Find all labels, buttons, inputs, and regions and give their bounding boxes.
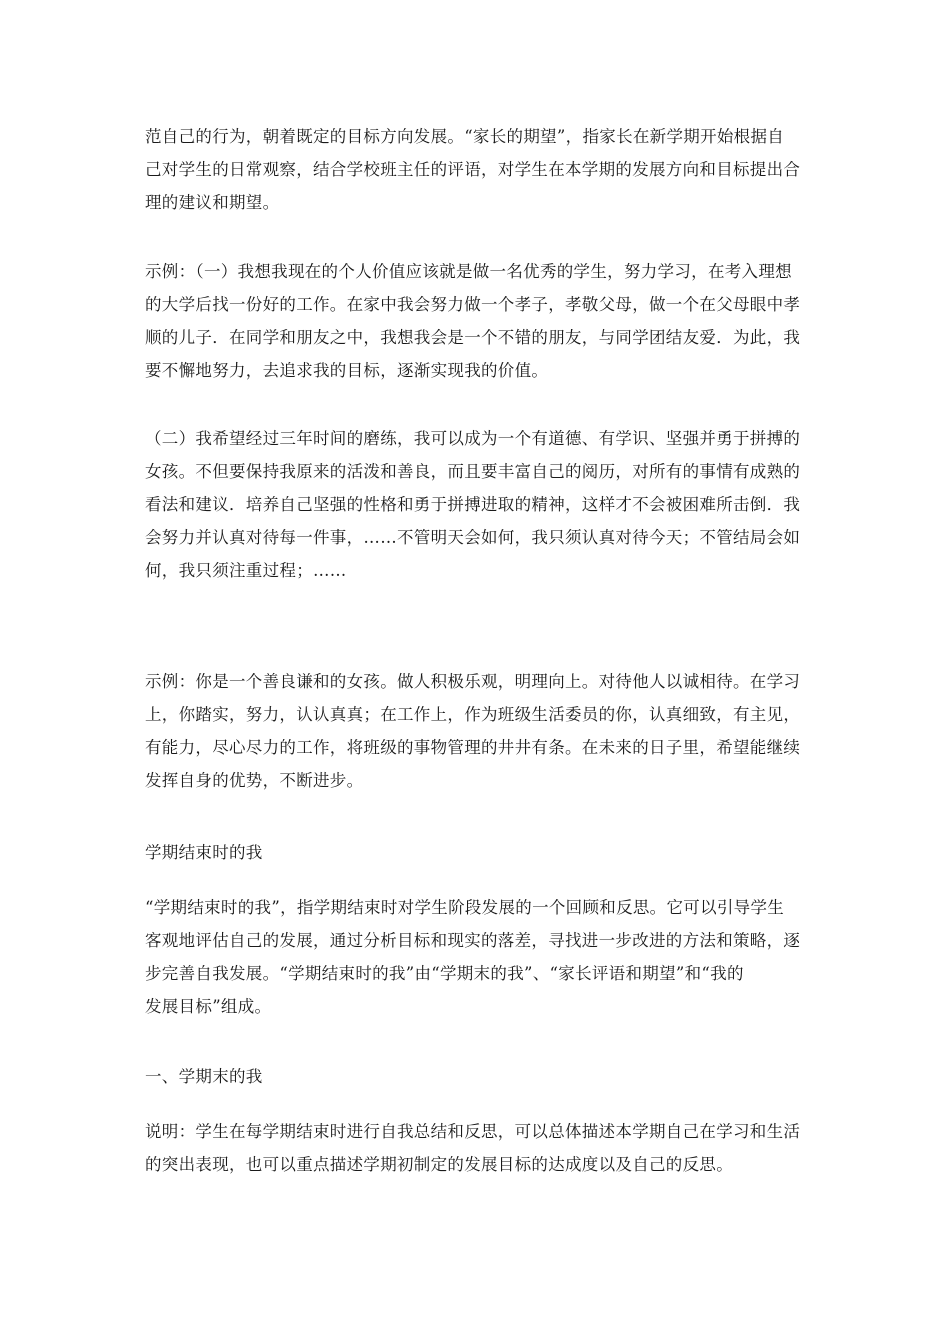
text-line: 要不懈地努力，去追求我的目标，逐渐实现我的价值。 [145, 361, 549, 380]
text-line: 顺的儿子．在同学和朋友之中，我想我会是一个不错的朋友，与同学团结友爱．为此，我 [145, 328, 801, 347]
text-line: （二）我希望经过三年时间的磨练，我可以成为一个有道德、有学识、坚强并勇于拼搏的 [145, 429, 801, 448]
text-line: 一、学期末的我 [145, 1067, 263, 1086]
text-line: 会努力并认真对待每一件事，……不管明天会如何，我只须认真对待今天；不管结局会如 [145, 528, 801, 547]
text-line: 何，我只须注重过程；…… [145, 561, 347, 580]
text-line: 步完善自我发展。“学期结束时的我”由“学期末的我”、“家长评语和期望”和“我的 [145, 964, 744, 983]
text-line: 己对学生的日常观察，结合学校班主任的评语，对学生在本学期的发展方向和目标提出合 [145, 160, 801, 179]
text-line: 范自己的行为，朝着既定的目标方向发展。“家长的期望”，指家长在新学期开始根据自 [145, 127, 785, 146]
text-line: “学期结束时的我”，指学期结束时对学生阶段发展的一个回顾和反思。它可以引导学生 [145, 898, 785, 917]
paragraph-instructions [145, 1115, 805, 1181]
text-line: 客观地评估自己的发展，通过分析目标和现实的落差，寻找进一步改进的方法和策略，逐 [145, 931, 801, 950]
text-line: 示例：你是一个善良谦和的女孩。做人积极乐观，明理向上。对待他人以诚相待。在学习 [145, 672, 801, 691]
paragraph-teacher-comment-example [145, 665, 805, 797]
subheading-term-end-self [145, 1060, 805, 1093]
text-line: 说明：学生在每学期结束时进行自我总结和反思，可以总体描述本学期自己在学习和生活 [145, 1122, 801, 1141]
text-line: 的大学后找一份好的工作。在家中我会努力做一个孝子，孝敬父母，做一个在父母眼中孝 [145, 295, 801, 314]
text-line: 理的建议和期望。 [145, 193, 280, 212]
text-line: 的突出表现，也可以重点描述学期初制定的发展目标的达成度以及自己的反思。 [145, 1155, 733, 1174]
paragraph-example-two [145, 422, 805, 587]
text-line: 女孩。不但要保持我原来的活泼和善良，而且要丰富自己的阅历，对所有的事情有成熟的 [145, 462, 801, 481]
paragraph-example-one [145, 255, 805, 387]
text-line: 上，你踏实，努力，认认真真；在工作上，作为班级生活委员的你，认真细致，有主见， [145, 705, 801, 724]
paragraph-end-of-term-description [145, 891, 805, 1023]
text-line: 有能力，尽心尽力的工作，将班级的事物管理的井井有条。在未来的日子里，希望能继续 [145, 738, 801, 757]
text-line: 学期结束时的我 [145, 843, 263, 862]
text-line: 发展目标”组成。 [145, 997, 272, 1016]
paragraph-parent-expectations [145, 120, 805, 219]
section-heading-end-of-term [145, 836, 805, 869]
text-line: 看法和建议．培养自己坚强的性格和勇于拼搏进取的精神，这样才不会被困难所击倒．我 [145, 495, 801, 514]
text-line: 发挥自身的优势，不断进步。 [145, 771, 364, 790]
text-line: 示例：（一）我想我现在的个人价值应该就是做一名优秀的学生，努力学习，在考入理想 [145, 262, 792, 281]
